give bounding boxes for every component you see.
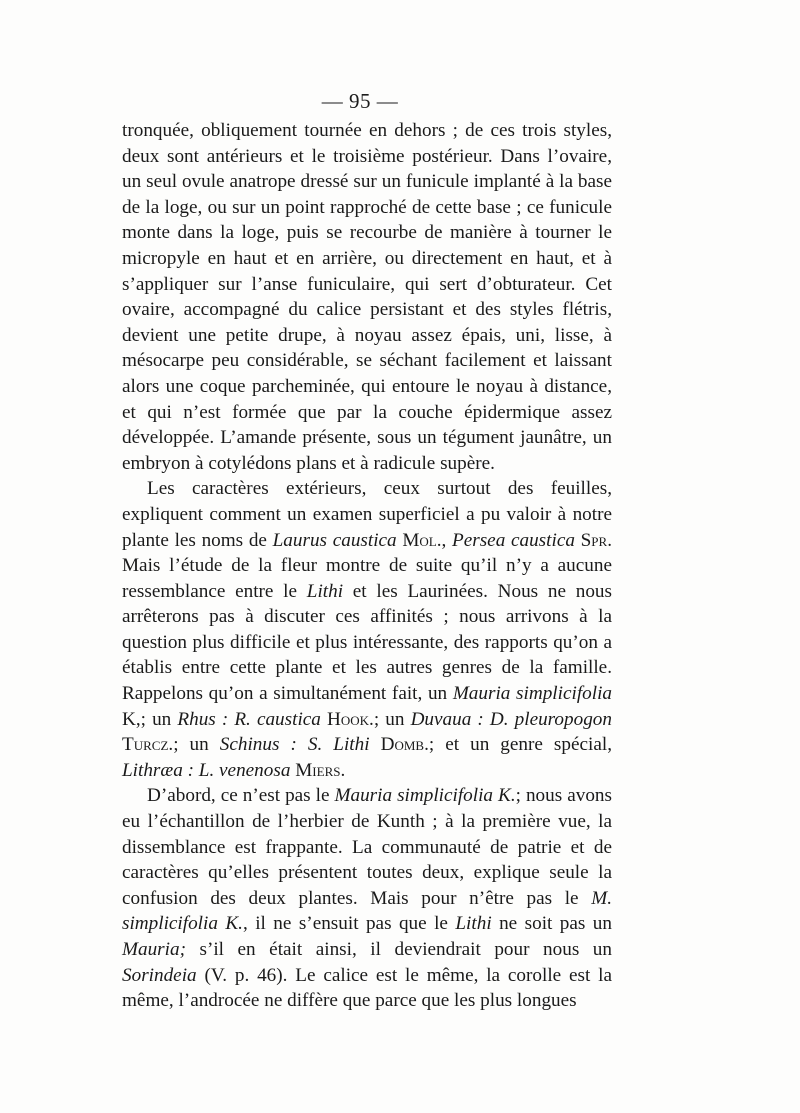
text-run: ; un: [173, 734, 220, 756]
italic-run: Mauria simplicifolia: [452, 683, 612, 705]
italic-run: Mauria simplicifolia K.: [334, 785, 516, 807]
italic-run: Lithræa : L. venenosa: [122, 759, 291, 781]
text-run: [370, 734, 381, 755]
italic-run: Lithi: [455, 913, 492, 935]
text-run: ne soit pas un: [491, 913, 612, 935]
paragraph-3: [122, 783, 612, 1013]
italic-run: M. simplicifolia K.: [122, 887, 612, 935]
text-run: Mais l’étude de la fleur montre de suite qu’il n’y a aucune ressemblance entre le: [122, 555, 612, 602]
text-run: , il ne s’ensuit pas que le: [242, 913, 456, 935]
text-run: K,; un: [122, 708, 178, 730]
page-number: — 95 —: [321, 89, 399, 113]
author-abbrev: Turcz.: [122, 734, 174, 756]
author-abbrev: Domb.: [380, 734, 429, 756]
text-run: D’abord, ce n’est pas le: [147, 785, 335, 807]
paragraph-2: [122, 476, 612, 783]
text-run: et les Laurinées. Nous ne nous arrêterons pas à discuter ces affinités ; nous arrivons à la question plus difficile et plus intéressante, des rapports qu’on a établis entre cette plante et les autres genres de la famille. Rappelons qu’on a simultanément fait, un: [122, 580, 612, 705]
text-run: ; et un genre spécial,: [428, 734, 613, 756]
italic-run: Lithi: [306, 580, 344, 602]
paragraph-1: [122, 118, 612, 476]
text-run: tronquée, obliquement tournée en dehors ; de ces trois styles, deux sont antérieurs et le troisième postérieur. Dans l’ovaire, un seul ovule anatrope dressé sur un funicule implanté à la base de la loge, ou sur un point rapproché de cette base ; ce funicule monte dans la loge, puis se recourbe de manière à tourner le micropyle en haut et en arrière, ou directement en haut, et à s’appliquer sur l’anse funiculaire, qui sert d’obturateur. Cet ovaire, accompagné du calice persistant et des styles flétris, devient une petite drupe, à noyau assez épais, uni, lisse, à mésocarpe peu considérable, se séchant facilement et laissant alors une coque parcheminée, qui entoure le noyau à distance, et qui n’est formée que par la couche épidermique assez développée. L’amande présente, sous un tégument jaunâtre, un embryon à cotylédons plans et à radicule supère.: [122, 120, 612, 474]
text-run: (V. p. 46). Le calice est le même, la corolle est la même, l’androcée ne diffère que parce que les plus longues: [122, 964, 612, 1012]
author-abbrev: Mol.: [402, 529, 442, 551]
italic-run: Persea caustica: [452, 529, 575, 551]
author-abbrev: Miers.: [295, 759, 346, 781]
author-abbrev: Hook.: [327, 708, 374, 730]
italic-run: Rhus : R. caustica: [177, 708, 321, 730]
text-run: ,: [441, 529, 453, 551]
italic-run: Mauria;: [122, 939, 186, 960]
author-abbrev: Spr.: [580, 529, 612, 551]
text-run: s’il en était ainsi, il deviendrait pour nous un: [185, 939, 612, 960]
body-text: [122, 118, 612, 1014]
italic-run: Sorindeia: [122, 964, 197, 986]
italic-run: Laurus caustica: [272, 529, 397, 551]
text-run: ; nous avons eu l’échantillon de l’herbier de Kunth ; à la première vue, la dissemblance est frappante. La communauté de patrie et de caractères qu’elles présentent toutes deux, explique seule la confusion des deux plantes. Mais pour n’être pas le: [122, 785, 612, 909]
text-run: ; un: [373, 708, 411, 730]
italic-run: Schinus : S. Lithi: [219, 734, 370, 756]
text-run: Les caractères extérieurs, ceux surtout des feuilles, expliquent comment un examen superficiel a pu valoir à notre plante les noms de: [122, 478, 612, 551]
italic-run: Duvaua : D. pleuropogon: [410, 708, 612, 730]
